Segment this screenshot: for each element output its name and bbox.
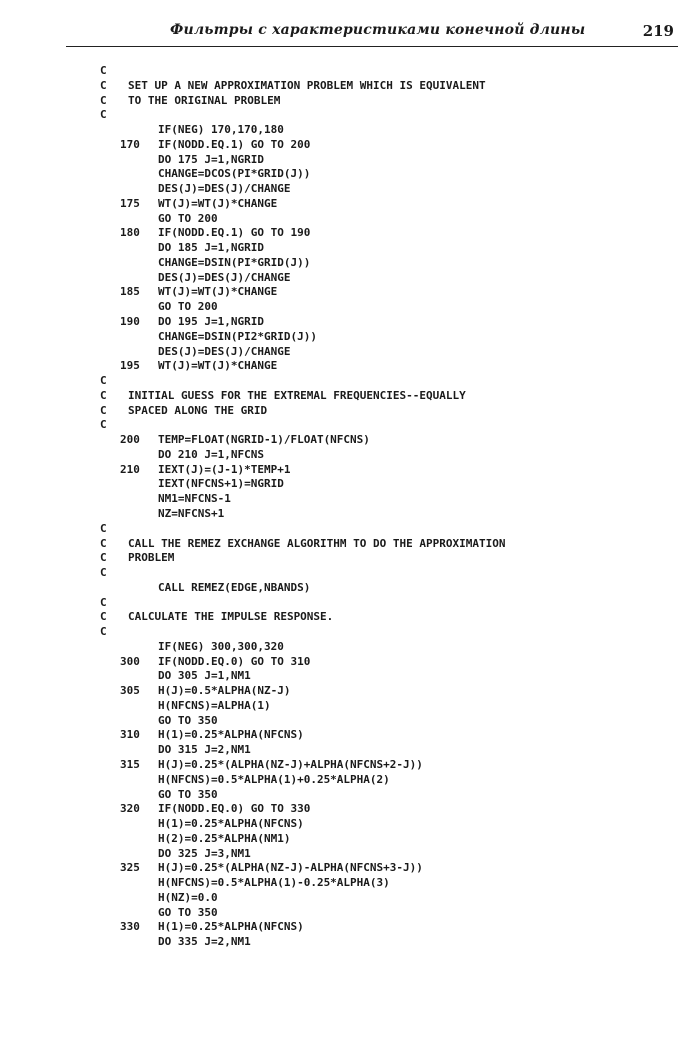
code-line xyxy=(100,684,690,699)
comment-line xyxy=(100,537,690,552)
statement-text: IF(NEG) 170,170,180 xyxy=(158,123,284,137)
statement-text: DO 325 J=3,NM1 xyxy=(158,846,251,860)
statement-label: 180 xyxy=(120,226,140,240)
statement-text: WT(J)=WT(J)*CHANGE xyxy=(158,359,278,373)
comment-line xyxy=(100,64,690,79)
statement-label: 300 xyxy=(120,654,140,668)
code-line xyxy=(100,212,690,227)
code-line xyxy=(100,847,690,862)
comment-text: CALCULATE THE IMPULSE RESPONSE. xyxy=(128,610,334,624)
statement-text: H(NZ)=0.0 xyxy=(158,890,218,904)
statement-text: H(J)=0.25*(ALPHA(NZ-J)+ALPHA(NFCNS+2-J)) xyxy=(158,757,423,771)
statement-text: DO 175 J=1,NGRID xyxy=(158,152,264,166)
statement-text: H(1)=0.25*ALPHA(NFCNS) xyxy=(158,817,304,831)
statement-text: IEXT(J)=(J-1)*TEMP+1 xyxy=(158,462,291,476)
statement-text: IEXT(NFCNS+1)=NGRID xyxy=(158,477,284,491)
statement-text: H(2)=0.25*ALPHA(NM1) xyxy=(158,831,291,845)
statement-text: H(1)=0.25*ALPHA(NFCNS) xyxy=(158,920,304,934)
fortran-code-listing xyxy=(100,64,690,950)
statement-label: 185 xyxy=(120,285,140,299)
code-line xyxy=(100,345,690,360)
comment-text: TO THE ORIGINAL PROBLEM xyxy=(128,93,281,107)
comment-line xyxy=(100,79,690,94)
code-line xyxy=(100,861,690,876)
statement-text: GO TO 350 xyxy=(158,787,218,801)
statement-text: NM1=NFCNS-1 xyxy=(158,492,231,506)
code-line xyxy=(100,241,690,256)
statement-text: GO TO 350 xyxy=(158,713,218,727)
comment-marker: C xyxy=(100,64,107,77)
comment-marker: C xyxy=(100,551,107,565)
comment-marker: C xyxy=(100,78,107,92)
comment-marker: C xyxy=(100,108,107,122)
statement-text: H(NFCNS)=0.5*ALPHA(1)-0.25*ALPHA(3) xyxy=(158,876,390,890)
comment-marker: C xyxy=(100,536,107,550)
comment-line xyxy=(100,389,690,404)
code-line xyxy=(100,448,690,463)
statement-text: DO 335 J=2,NM1 xyxy=(158,935,251,949)
page-number: 219 xyxy=(642,22,674,40)
code-line xyxy=(100,492,690,507)
comment-line xyxy=(100,522,690,537)
statement-text: GO TO 200 xyxy=(158,211,218,225)
statement-text: H(NFCNS)=ALPHA(1) xyxy=(158,698,271,712)
code-line xyxy=(100,123,690,138)
code-line xyxy=(100,743,690,758)
statement-text: DO 210 J=1,NFCNS xyxy=(158,447,264,461)
code-line xyxy=(100,581,690,596)
code-line xyxy=(100,256,690,271)
statement-label: 170 xyxy=(120,137,140,151)
statement-text: CHANGE=DSIN(PI*GRID(J)) xyxy=(158,255,311,269)
statement-label: 310 xyxy=(120,728,140,742)
code-line xyxy=(100,330,690,345)
comment-text: CALL THE REMEZ EXCHANGE ALGORITHM TO DO THE APPROXIMATION xyxy=(128,536,506,550)
statement-text: H(NFCNS)=0.5*ALPHA(1)+0.25*ALPHA(2) xyxy=(158,772,390,786)
statement-label: 195 xyxy=(120,359,140,373)
statement-text: TEMP=FLOAT(NGRID-1)/FLOAT(NFCNS) xyxy=(158,433,370,447)
comment-marker: C xyxy=(100,374,107,388)
code-line xyxy=(100,463,690,478)
code-line xyxy=(100,669,690,684)
statement-text: IF(NODD.EQ.1) GO TO 190 xyxy=(158,226,311,240)
statement-text: IF(NEG) 300,300,320 xyxy=(158,639,284,653)
comment-line xyxy=(100,551,690,566)
statement-text: CALL REMEZ(EDGE,NBANDS) xyxy=(158,580,311,594)
statement-text: NZ=NFCNS+1 xyxy=(158,506,225,520)
code-line xyxy=(100,300,690,315)
statement-label: 210 xyxy=(120,462,140,476)
statement-text: DO 305 J=1,NM1 xyxy=(158,669,251,683)
code-line xyxy=(100,507,690,522)
code-line xyxy=(100,728,690,743)
code-line xyxy=(100,138,690,153)
comment-line xyxy=(100,374,690,389)
running-head-title: Фильтры с характеристиками конечной длины xyxy=(170,22,586,38)
code-line xyxy=(100,788,690,803)
code-line xyxy=(100,655,690,670)
statement-text: IF(NODD.EQ.0) GO TO 330 xyxy=(158,802,311,816)
code-line xyxy=(100,226,690,241)
code-line xyxy=(100,832,690,847)
comment-line xyxy=(100,610,690,625)
code-line xyxy=(100,920,690,935)
comment-line xyxy=(100,108,690,123)
statement-text: DO 185 J=1,NGRID xyxy=(158,241,264,255)
statement-text: IF(NODD.EQ.1) GO TO 200 xyxy=(158,137,311,151)
code-line xyxy=(100,153,690,168)
code-line xyxy=(100,876,690,891)
statement-text: DO 315 J=2,NM1 xyxy=(158,743,251,757)
statement-label: 190 xyxy=(120,315,140,329)
statement-text: CHANGE=DSIN(PI2*GRID(J)) xyxy=(158,329,317,343)
code-line xyxy=(100,182,690,197)
code-line xyxy=(100,906,690,921)
code-line xyxy=(100,433,690,448)
statement-text: DES(J)=DES(J)/CHANGE xyxy=(158,270,291,284)
code-line xyxy=(100,167,690,182)
comment-line xyxy=(100,418,690,433)
comment-line xyxy=(100,566,690,581)
statement-text: GO TO 200 xyxy=(158,300,218,314)
code-line xyxy=(100,714,690,729)
statement-label: 305 xyxy=(120,684,140,698)
comment-line xyxy=(100,625,690,640)
statement-label: 330 xyxy=(120,920,140,934)
comment-text: INITIAL GUESS FOR THE EXTREMAL FREQUENCIES--EQUALLY xyxy=(128,388,466,402)
comment-line xyxy=(100,404,690,419)
statement-text: DES(J)=DES(J)/CHANGE xyxy=(158,182,291,196)
code-line xyxy=(100,315,690,330)
code-line xyxy=(100,817,690,832)
comment-line xyxy=(100,94,690,109)
code-line xyxy=(100,891,690,906)
statement-text: IF(NODD.EQ.0) GO TO 310 xyxy=(158,654,311,668)
code-line xyxy=(100,935,690,950)
code-line xyxy=(100,773,690,788)
comment-marker: C xyxy=(100,595,107,609)
statement-label: 315 xyxy=(120,757,140,771)
comment-marker: C xyxy=(100,93,107,107)
code-line xyxy=(100,699,690,714)
statement-label: 175 xyxy=(120,196,140,210)
page-header xyxy=(66,20,678,47)
comment-marker: C xyxy=(100,610,107,624)
statement-text: WT(J)=WT(J)*CHANGE xyxy=(158,285,278,299)
comment-marker: C xyxy=(100,625,107,639)
statement-text: CHANGE=DCOS(PI*GRID(J)) xyxy=(158,167,311,181)
comment-marker: C xyxy=(100,521,107,535)
code-line xyxy=(100,359,690,374)
comment-text: SPACED ALONG THE GRID xyxy=(128,403,268,417)
statement-text: WT(J)=WT(J)*CHANGE xyxy=(158,196,278,210)
comment-marker: C xyxy=(100,403,107,417)
statement-label: 200 xyxy=(120,433,140,447)
code-line xyxy=(100,477,690,492)
statement-text: H(J)=0.25*(ALPHA(NZ-J)-ALPHA(NFCNS+3-J)) xyxy=(158,861,423,875)
code-line xyxy=(100,197,690,212)
code-line xyxy=(100,285,690,300)
statement-label: 325 xyxy=(120,861,140,875)
comment-line xyxy=(100,596,690,611)
comment-marker: C xyxy=(100,418,107,432)
statement-text: H(J)=0.5*ALPHA(NZ-J) xyxy=(158,684,291,698)
statement-text: H(1)=0.25*ALPHA(NFCNS) xyxy=(158,728,304,742)
code-line xyxy=(100,640,690,655)
comment-text: PROBLEM xyxy=(128,551,175,565)
statement-text: DO 195 J=1,NGRID xyxy=(158,315,264,329)
code-line xyxy=(100,758,690,773)
statement-label: 320 xyxy=(120,802,140,816)
code-line xyxy=(100,802,690,817)
comment-marker: C xyxy=(100,388,107,402)
statement-text: GO TO 350 xyxy=(158,905,218,919)
comment-marker: C xyxy=(100,566,107,580)
code-line xyxy=(100,271,690,286)
comment-text: SET UP A NEW APPROXIMATION PROBLEM WHICH IS EQUIVALENT xyxy=(128,78,486,92)
statement-text: DES(J)=DES(J)/CHANGE xyxy=(158,344,291,358)
